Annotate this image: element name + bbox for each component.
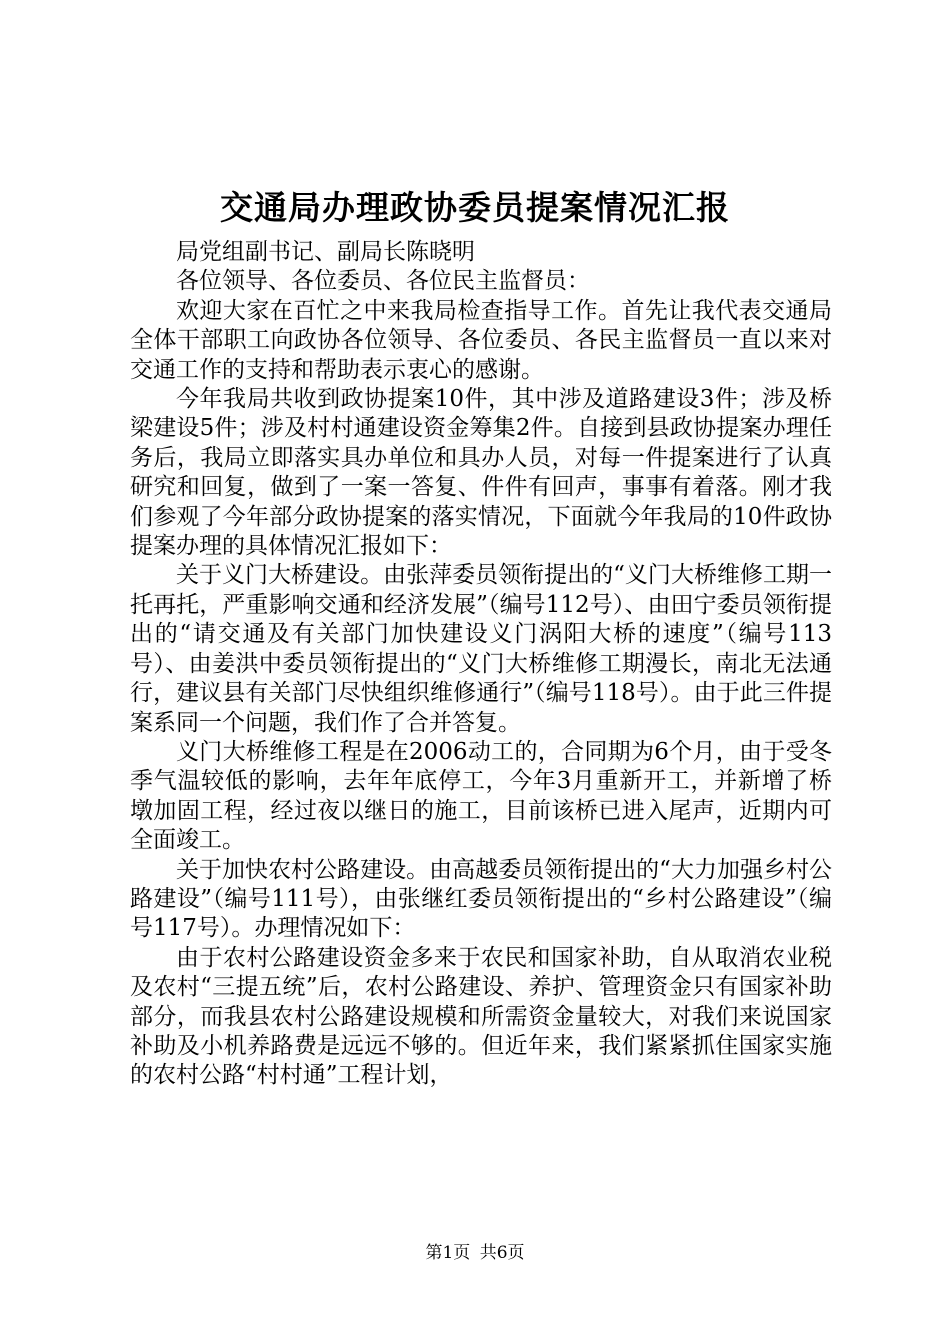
page-number-footer: 第1页 共6页 — [425, 1243, 525, 1263]
body-paragraph: 关于义门大桥建设。由张萍委员领衔提出的“义门大桥维修工期一托再托，严重影响交通和经济发展”（编号112号）、由田宁委员领衔提出的“请交通及有关部门加快建设义门涡阳大桥的速度”（编号113号）、由姜洪中委员领衔提出的“义门大桥维修工期漫长，南北无法通行，建议县有关部门尽快组织维修通行”（编号118号）。由于此三件提案系同一个问题，我们作了合并答复。 — [130, 562, 832, 736]
body-paragraph: 义门大桥维修工程是在2006动工的，合同期为6个月，由于受冬季气温较低的影响，去年年底停工，今年3月重新开工，并新增了桥墩加固工程，经过夜以继日的施工，目前该桥已进入尾声，近期内可全面竣工。 — [130, 738, 832, 854]
body-paragraph: 欢迎大家在百忙之中来我局检查指导工作。首先让我代表交通局全体干部职工向政协各位领导、各位委员、各民主监督员一直以来对交通工作的支持和帮助表示衷心的感谢。 — [130, 297, 832, 383]
author-line: 局党组副书记、副局长陈晓明 — [176, 239, 475, 265]
body-paragraph: 由于农村公路建设资金多来于农民和国家补助，自从取消农业税及农村“三提五统”后，农村公路建设、养护、管理资金只有国家补助部分，而我县农村公路建设规模和所需资金量较大，对我们来说国家补助及小机养路费是远远不够的。但近年来，我们紧紧抓住国家实施的农村公路“村村通”工程计划， — [130, 944, 832, 1089]
body-paragraph: 关于加快农村公路建设。由高越委员领衔提出的“大力加强乡村公路建设”（编号111号），由张继红委员领衔提出的“乡村公路建设”（编号117号）。办理情况如下： — [130, 856, 832, 942]
document-title: 交通局办理政协委员提案情况汇报 — [220, 188, 730, 227]
salutation: 各位领导、各位委员、各位民主监督员： — [176, 268, 590, 295]
body-paragraph: 今年我局共收到政协提案10件，其中涉及道路建设3件；涉及桥梁建设5件；涉及村村通建设资金筹集2件。自接到县政协提案办理任务后，我局立即落实具办单位和具办人员，对每一件提案进行了认真研究和回复，做到了一案一答复、件件有回声，事事有着落。刚才我们参观了今年部分政协提案的落实情况，下面就今年我局的10件政协提案办理的具体情况汇报如下： — [130, 386, 832, 560]
document-body — [130, 238, 832, 1091]
